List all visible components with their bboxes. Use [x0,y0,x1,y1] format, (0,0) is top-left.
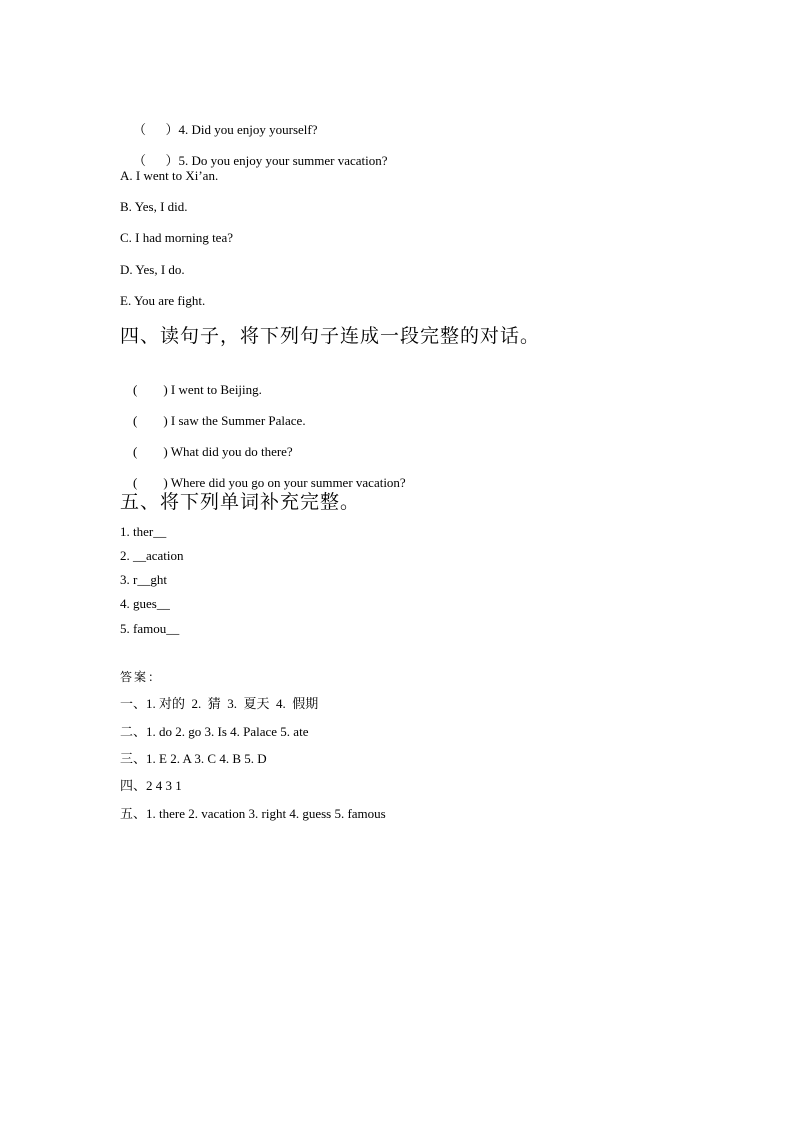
order-bracket: ( ) [133,382,168,397]
section5-heading: 五、将下列单词补充完整。 [120,491,361,513]
answer-line-1: 一、1. 对的 2. 猜 3. 夏天 4. 假期 [120,696,319,711]
option-e: E. You are fight. [120,293,206,308]
answer-line-3: 三、1. E 2. A 3. C 4. B 5. D [120,751,267,766]
question-text: 5. Do you enjoy your summer vacation? [178,153,388,168]
option-c: C. I had morning tea? [120,230,233,245]
section4-heading: 四、读句子，将下列句子连成一段完整的对话。 [120,325,541,347]
option-a: A. I went to Xi’an. [120,168,219,183]
dialog-text: What did you do there? [170,444,293,459]
order-bracket: ( ) [133,444,168,459]
option-d: D. Yes, I do. [120,262,185,277]
order-bracket: ( ) [133,475,168,490]
answer-line-5: 五、1. there 2. vacation 3. right 4. guess 5. famous [120,806,386,821]
word-item-4: 4. gues__ [120,596,170,611]
dialog-text: Where did you go on your summer vacation? [170,475,406,490]
answer-bracket: （ ） [133,153,179,168]
dialog-text: I went to Beijing. [170,382,262,397]
answer-line-4: 四、2 4 3 1 [120,778,182,793]
word-item-3: 3. r__ght [120,572,167,587]
word-item-2: 2. __acation [120,548,184,563]
question-text: 4. Did you enjoy yourself? [178,122,318,137]
answer-line-2: 二、1. do 2. go 3. Is 4. Palace 5. ate [120,724,309,739]
dialog-text: I saw the Summer Palace. [170,413,306,428]
answers-label: 答案： [120,670,163,684]
word-item-1: 1. ther__ [120,524,167,539]
answer-bracket: （ ） [133,122,179,137]
order-bracket: ( ) [133,413,168,428]
word-item-5: 5. famou__ [120,621,180,636]
option-b: B. Yes, I did. [120,199,188,214]
